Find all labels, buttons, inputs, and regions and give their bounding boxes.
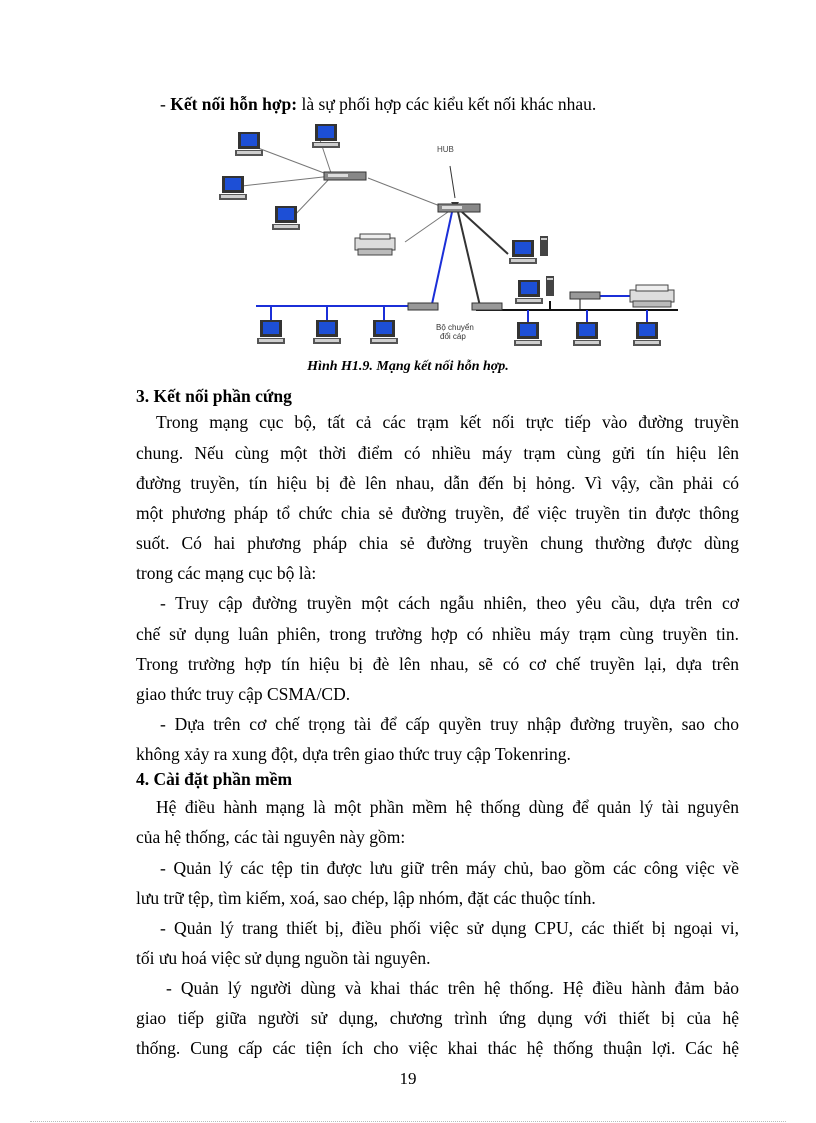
- paragraph-line: - Quản lý các tệp tin được lưu giữ trên máy chủ, bao gồm các công việc về: [160, 858, 739, 878]
- printer-icon: [355, 234, 395, 255]
- paragraph-line: - Quản lý trang thiết bị, điều phối việc sử dụng CPU, các thiết bị ngoại vi,: [160, 918, 739, 938]
- paragraph-line: thống. Cung cấp các tiện ích cho việc khai thác hệ thống thuận lợi. Các hệ: [136, 1038, 739, 1058]
- hub-left: [324, 172, 366, 180]
- converter-label-1: Bộ chuyển: [436, 323, 474, 332]
- printer-icon: [630, 285, 674, 307]
- computer-icon: [573, 322, 601, 346]
- black-links: [458, 212, 508, 306]
- paragraph-line: của hệ thống, các tài nguyên này gồm:: [136, 827, 406, 847]
- paragraph-line: trong các mạng cục bộ là:: [136, 563, 317, 583]
- intro-bold-term: Kết nối hỗn hợp:: [170, 94, 298, 114]
- computer-icon: [633, 322, 661, 346]
- paragraph-line: suốt. Có hai phương pháp chia sẻ đường truyền chung thường được dùng: [136, 533, 739, 553]
- hub-label: HUB: [437, 145, 454, 154]
- converter-right: [472, 303, 502, 310]
- section-4-heading: 4. Cài đặt phần mềm: [136, 769, 293, 789]
- paragraph-line: đường truyền, tín hiệu bị đè lên nhau, dẫn đến bị hỏng. Vì vậy, cần phải có: [136, 473, 739, 493]
- figure-caption: Hình H1.9. Mạng kết nối hỗn hợp.: [307, 359, 509, 374]
- converter-label-2: đổi cáp: [440, 332, 466, 341]
- workstation-icon: [509, 240, 537, 264]
- hybrid-network-diagram: [200, 118, 690, 358]
- paragraph-line: giao tiếp giữa người sử dụng, chương trình ứng dụng với thiết bị của hệ: [136, 1008, 739, 1028]
- section-3-heading: 3. Kết nối phần cứng: [136, 386, 292, 406]
- paragraph-line: một phương pháp tổ chức chia sẻ đường truyền, để việc truyền tin được thông: [136, 503, 739, 523]
- paragraph-line: - Truy cập đường truyền một cách ngẫu nhiên, theo yêu cầu, dựa trên cơ: [160, 593, 739, 613]
- server-icon: [515, 280, 543, 304]
- paragraph-line: - Dựa trên cơ chế trọng tài để cấp quyền truy nhập đường truyền, sao cho: [160, 714, 739, 734]
- computer-icon: [313, 320, 341, 344]
- computer-icon: [312, 124, 340, 148]
- page-bottom-border: [30, 1121, 786, 1122]
- paragraph-line: Hệ điều hành mạng là một phần mềm hệ thống dùng để quản lý tài nguyên: [156, 797, 739, 817]
- paragraph-line: chung. Nếu cùng một thời điểm có nhiều máy trạm cùng gửi tín hiệu lên: [136, 443, 739, 463]
- page-number: 19: [399, 1069, 417, 1088]
- paragraph-line: Trong mạng cục bộ, tất cả các trạm kết nối trực tiếp vào đường truyền: [156, 412, 739, 432]
- paragraph-line: - Quản lý người dùng và khai thác trên hệ thống. Hệ điều hành đảm bảo: [166, 978, 739, 998]
- computer-icon: [219, 176, 247, 200]
- paragraph-line: giao thức truy cập CSMA/CD.: [136, 684, 351, 704]
- converter-left: [408, 303, 438, 310]
- drop-lines-right: [528, 310, 647, 322]
- paragraph-line: không xảy ra xung đột, dựa trên giao thức truy cập Tokenring.: [136, 744, 571, 764]
- drop-lines-left: [271, 306, 384, 320]
- paragraph-line: Trong trường hợp tín hiệu bị đè lên nhau, sẽ có cơ chế truyền lại, dựa trên: [136, 654, 739, 674]
- computer-icon: [272, 206, 300, 230]
- intro-line: [160, 93, 596, 115]
- tower-icon: [540, 236, 548, 256]
- computer-icon: [514, 322, 542, 346]
- computer-icon: [235, 132, 263, 156]
- intro-rest: là sự phối hợp các kiểu kết nối khác nhau.: [297, 94, 597, 114]
- blue-link: [432, 212, 452, 304]
- tower-icon: [546, 276, 554, 296]
- paragraph-line: chế sử dụng luân phiên, trong trường hợp có nhiều máy trạm cùng truyền tin.: [136, 624, 739, 644]
- paragraph-line: tối ưu hoá việc sử dụng nguồn tài nguyên.: [136, 948, 431, 968]
- intro-dash: -: [160, 94, 171, 114]
- computer-icon: [257, 320, 285, 344]
- paragraph-line: lưu trữ tệp, tìm kiếm, xoá, sao chép, lập nhóm, đặt các thuộc tính.: [136, 888, 596, 908]
- converter-top-right: [570, 292, 600, 299]
- computer-icon: [370, 320, 398, 344]
- hub-center: [438, 204, 480, 212]
